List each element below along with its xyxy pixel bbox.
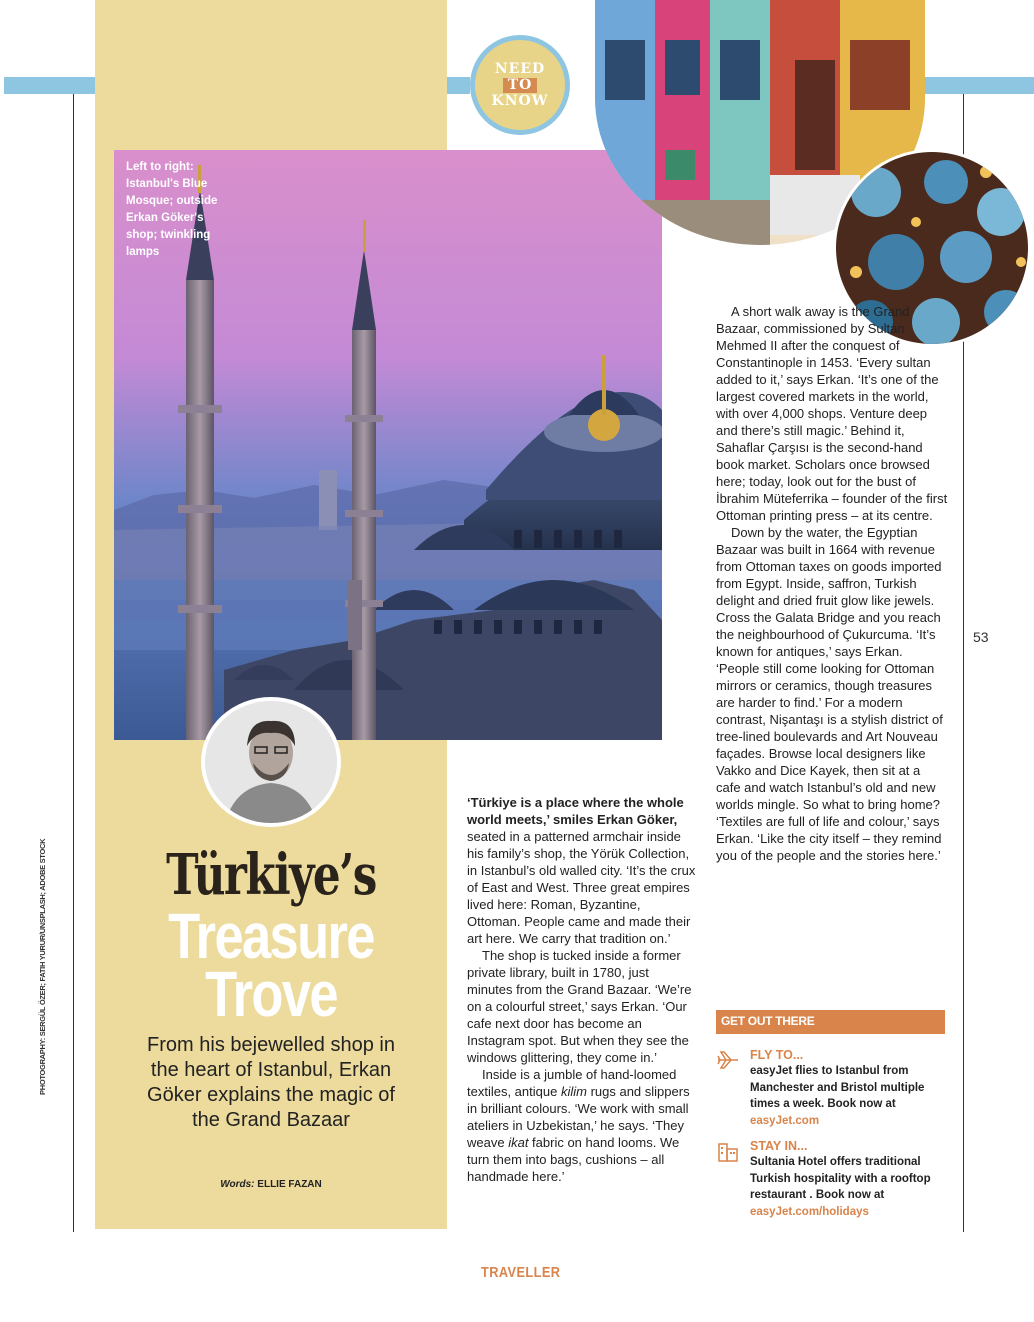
headline-line3: Trove: [205, 958, 337, 1030]
badge-line1: NEED: [494, 60, 546, 77]
plane-icon: [716, 1049, 740, 1071]
standfirst: From his bejewelled shop in the heart of Istanbul, Erkan Göker explains the magic of the Grand Bazaar: [147, 1034, 395, 1131]
photo-credit: PHOTOGRAPHY: SERGÜL ÖZER; FATIH YURUR/UNSPLASH; ADOBE STOCK: [38, 838, 47, 1095]
byline-name: ELLIE FAZAN: [257, 1179, 322, 1190]
body-column-2: [716, 303, 948, 864]
sidebar-item-fly: [716, 1047, 945, 1129]
lead-quote: ‘Türkiye is a place where the whole world meets,’ smiles Erkan Göker,: [467, 795, 684, 827]
page-number: 53: [973, 629, 989, 645]
left-rule: [73, 94, 74, 1232]
headline-line2: Treasure: [168, 900, 374, 972]
photo-caption: Left to right: Istanbul's Blue Mosque; outside Erkan Göker's shop; twinkling lamps: [126, 161, 218, 258]
byline: [95, 1179, 447, 1190]
easyjet-holidays-link[interactable]: easyJet.com/holidays: [750, 1205, 869, 1218]
paragraph-text: seated in a patterned armchair inside his family’s shop, the Yörük Collection, in Istanbul’s old walled city. ‘It’s the crux of East and West. Three great empires lived here: Roman, Byzantine, Ottoman. People came and made their art here. We carry that tradition on.’: [467, 829, 696, 946]
sidebar-item-stay: [716, 1138, 945, 1220]
headline-line1: Türkiye’s: [166, 842, 376, 908]
badge-line2: TO: [503, 78, 538, 93]
sidebar-heading: GET OUT THERE: [716, 1010, 945, 1034]
paragraph: [467, 794, 697, 947]
need-to-know-badge: [470, 35, 570, 135]
paragraph-text: rugs and slippers in brilliant colours. ‘We work with small ateliers in Uzbekistan,’ he says. ‘They weave: [467, 1084, 690, 1150]
paragraph: [467, 1066, 697, 1185]
sidebar-item-text: Sultania Hotel offers traditional Turkish hospitality with a rooftop restaurant . Book now at: [750, 1156, 931, 1201]
easyjet-link[interactable]: easyJet.com: [750, 1114, 820, 1127]
paragraph-text: fabric on hand looms. We turn them into bags, cushions – all handmade here.’: [467, 1135, 680, 1184]
paragraph: Down by the water, the Egyptian Bazaar was built in 1664 with revenue from Ottoman taxes on goods imported from Egypt. Inside, saffron, Turkish delight and dried fruit glow like jewels. Cross the Galata Bridge and you reach the neighbourhood of Çukurcuma. ‘It’s known for antiques,’ says Erkan. ‘People still come looking for Ottoman mirrors or ceramics, though treasures are harder to find.’ For a modern contrast, Nişantaşı is a stylish district of tree-lined boulevards and Art Nouveau façades. Browse local designers like Vakko and Dice Kayek, then sit at a cafe and watch Istanbul’s old and new worlds mingle. So what to bring home? ‘Textiles are full of life and colour,’ says Erkan. ‘Like the city itself – they remind you of the people and the stories here.’: [716, 525, 943, 863]
paragraph: A short walk away is the Grand Bazaar, commissioned by Sultan Mehmed II after the conquest of Constantinople in 1453. ‘Every sultan added to it,’ says Erkan. ‘It’s one of the largest covered markets in the world, with over 4,000 shops. Venture deep and there’s still magic.’ Behind it, Sahaflar Çarşısı is the second-hand book market. Scholars once browsed here; today, look out for the bust of İbrahim Müteferrika – founder of the first Ottoman printing press – at its centre.: [716, 304, 948, 523]
byline-label: Words:: [220, 1179, 255, 1190]
footer-section-name: TRAVELLER: [481, 1264, 561, 1281]
badge-line3: KNOW: [491, 92, 549, 109]
italic-term: ikat: [508, 1135, 529, 1150]
hotel-icon: [716, 1140, 740, 1162]
paragraph-text: Inside is a jumble of hand-loomed textiles, antique: [467, 1067, 677, 1099]
sidebar-item-title: FLY TO...: [750, 1048, 804, 1062]
italic-term: kilim: [560, 1084, 587, 1099]
headline: [95, 842, 447, 1030]
top-band-right: [921, 77, 1034, 94]
paragraph: The shop is tucked inside a former private library, built in 1780, just minutes from the Grand Bazaar. ‘We’re on a colourful street,’ says Erkan. ‘Our cafe next door has become an Instagram spot. But when they see the windows glittering, they come in.’: [467, 948, 692, 1065]
sidebar-item-text: easyJet flies to Istanbul from Manchester and Bristol multiple times a week. Book now at: [750, 1065, 925, 1110]
erkan-goker-portrait: [201, 697, 341, 827]
get-out-there-box: [716, 1010, 945, 1220]
sidebar-item-title: STAY IN...: [750, 1139, 808, 1153]
body-column-1: [467, 794, 697, 1185]
